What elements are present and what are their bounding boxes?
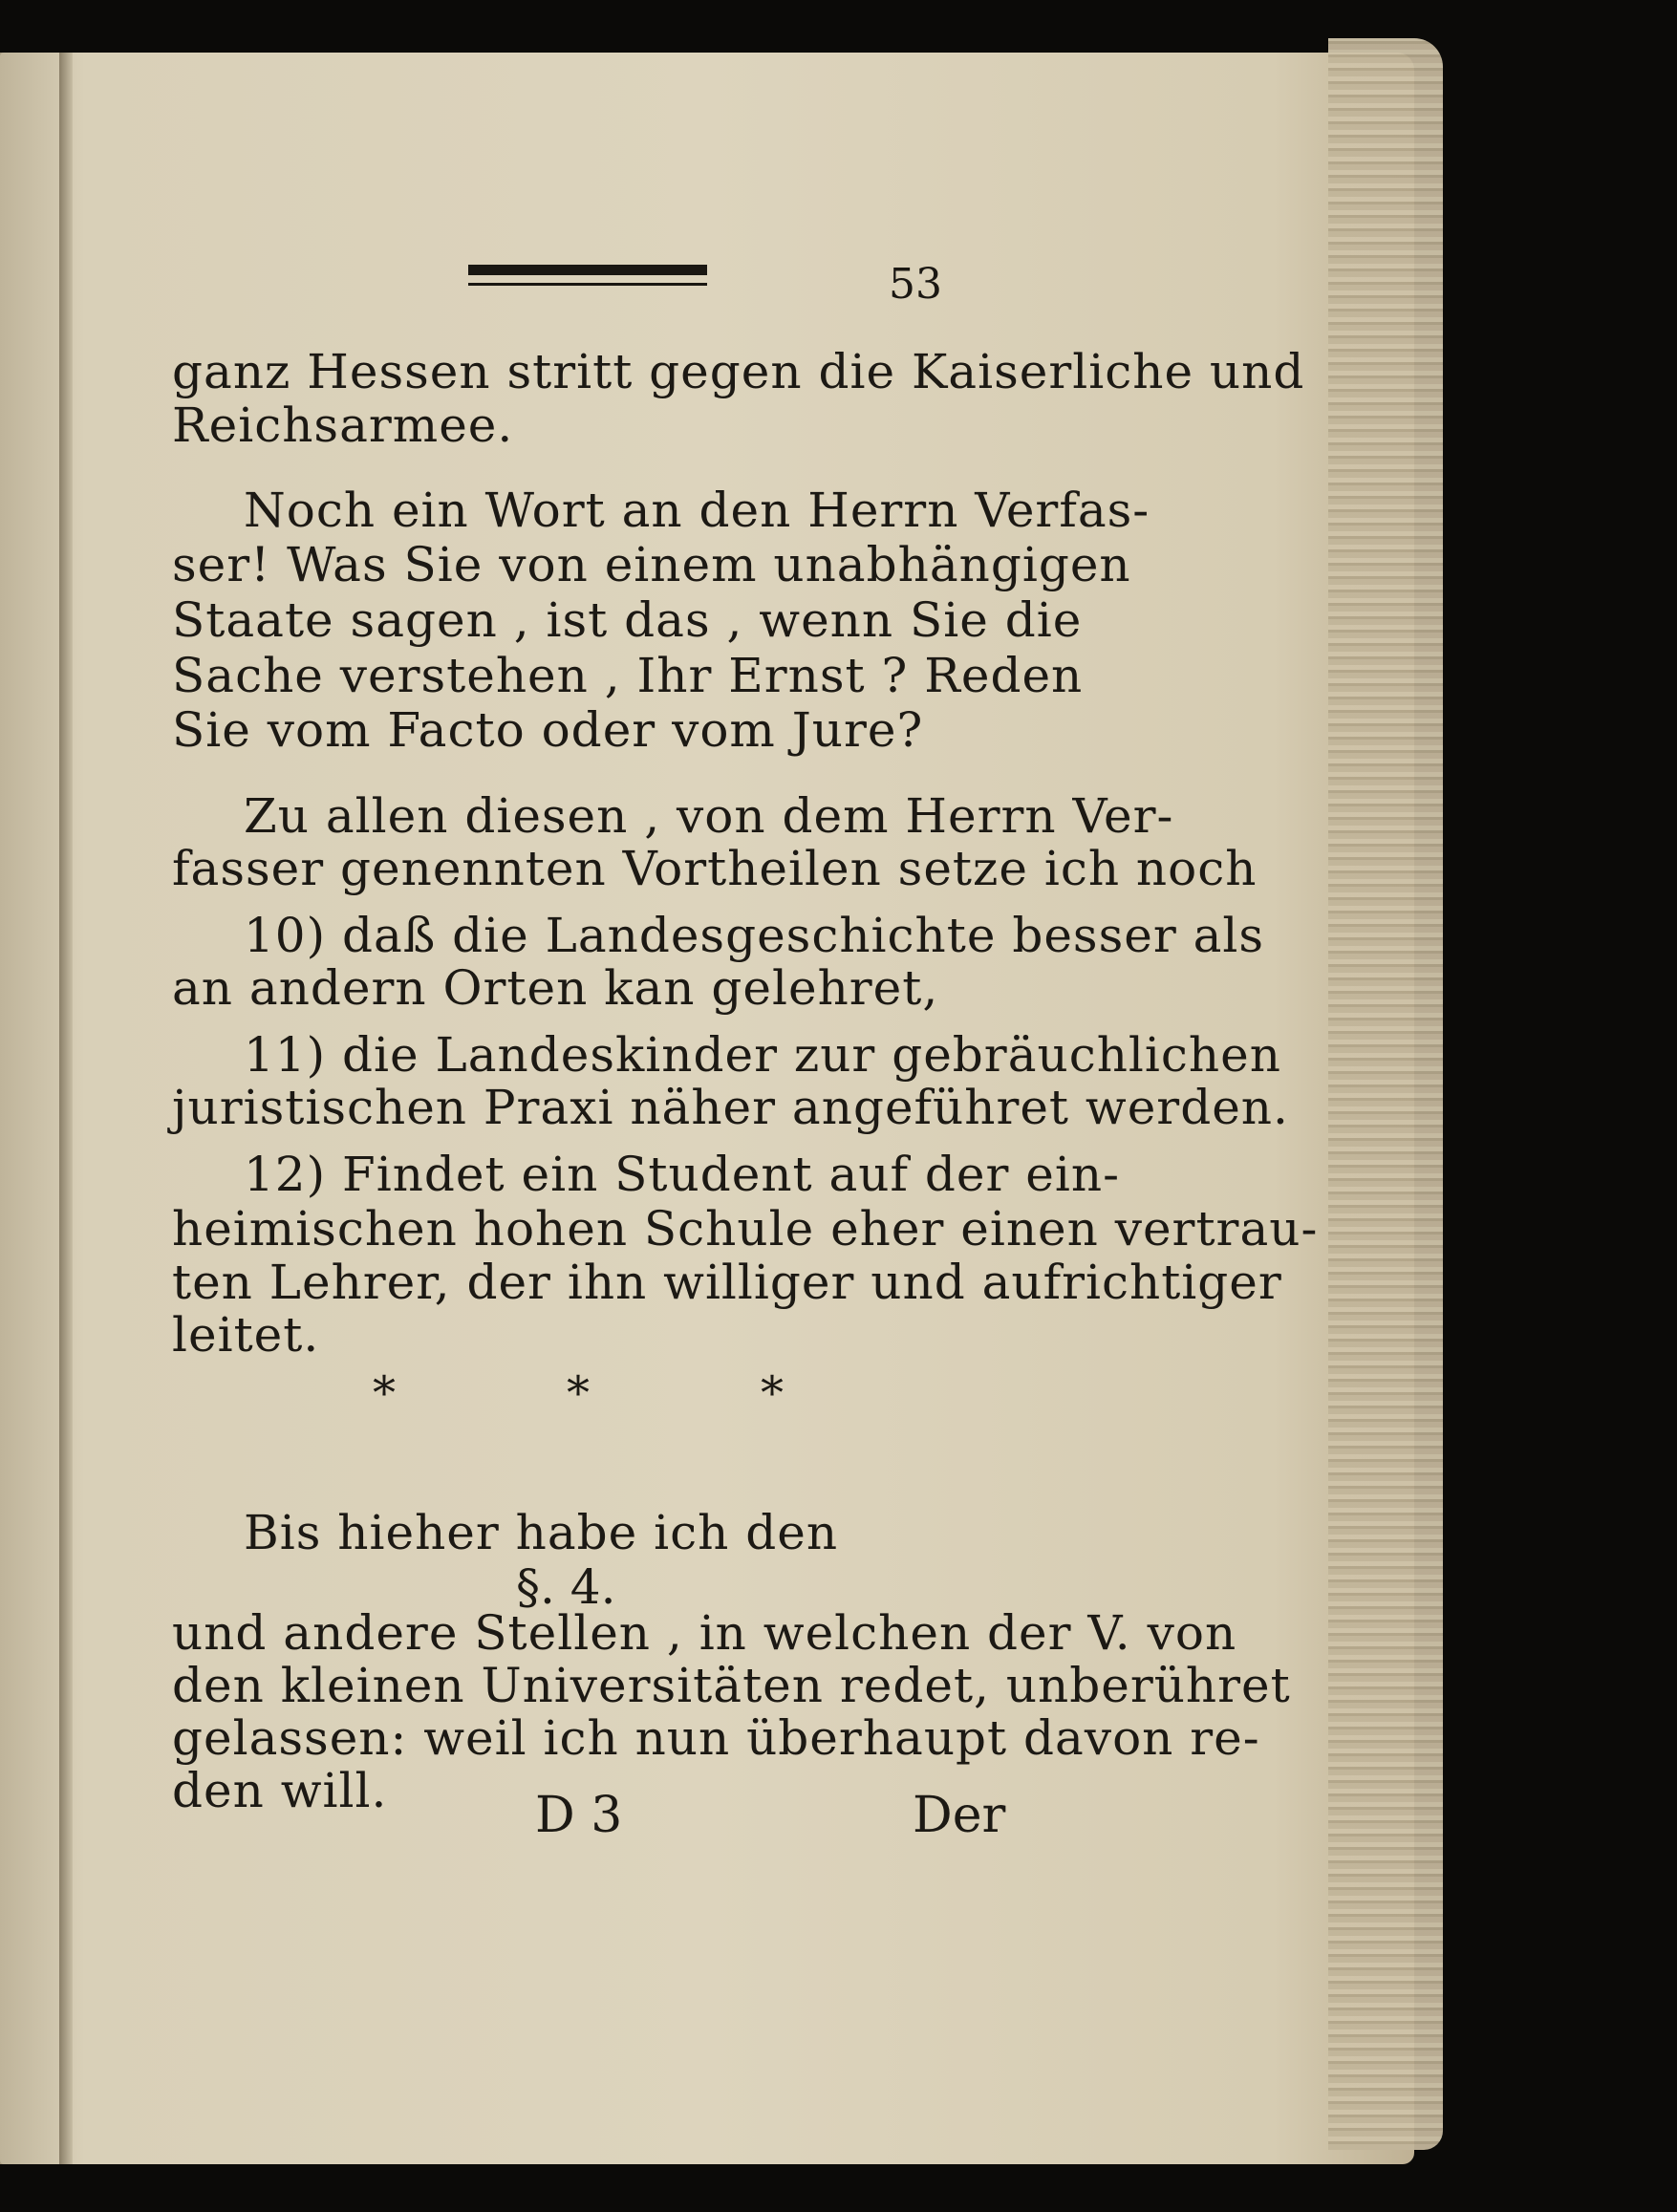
- text-line: heimischen hohen Schule eher einen vertrau-: [172, 1201, 1319, 1256]
- asterisk: *: [567, 1366, 590, 1420]
- text-line: den will.: [172, 1763, 388, 1818]
- text-line: an andern Orten kan gelehret,: [172, 960, 939, 1016]
- text-line: Noch ein Wort an den Herrn Verfas-: [244, 483, 1150, 538]
- text-line: Staate sagen , ist das , wenn Sie die: [172, 592, 1083, 648]
- text-line: 11) die Landeskinder zur gebräuchlichen: [244, 1027, 1281, 1083]
- page-gutter: [59, 53, 73, 2164]
- text-line: leitet.: [172, 1307, 320, 1363]
- text-line: Reichsarmee.: [172, 397, 514, 453]
- text-line: und andere Stellen , in welchen der V. von: [172, 1605, 1237, 1661]
- asterisk: *: [761, 1366, 784, 1420]
- section-reference: §. 4.: [516, 1559, 616, 1615]
- section-separator: [373, 1366, 784, 1420]
- page-edges: [1328, 38, 1443, 2150]
- text-line: Bis hieher habe ich den: [244, 1505, 839, 1560]
- text-line: ganz Hessen stritt gegen die Kaiserliche und: [172, 344, 1305, 399]
- header-rule: [468, 265, 707, 275]
- text-line: juristischen Praxi näher angeführet werden.: [172, 1080, 1289, 1135]
- page-number: 53: [889, 260, 942, 309]
- header-rule-thin: [468, 283, 707, 286]
- text-line: 12) Findet ein Student auf der ein-: [244, 1147, 1120, 1202]
- text-line: Zu allen diesen , von dem Herrn Ver-: [244, 788, 1174, 844]
- text-line: gelassen: weil ich nun überhaupt davon re-: [172, 1710, 1260, 1766]
- text-line: ten Lehrer, der ihn williger und aufrichtiger: [172, 1255, 1282, 1310]
- text-line: Sie vom Facto oder vom Jure?: [172, 702, 924, 758]
- text-line: 10) daß die Landesgeschichte besser als: [244, 908, 1265, 963]
- text-line: ser! Was Sie von einem unabhängigen: [172, 537, 1131, 592]
- signature-mark: D 3: [535, 1787, 623, 1844]
- text-line: fasser genennten Vortheilen setze ich noch: [172, 841, 1258, 896]
- text-line: den kleinen Universitäten redet, unberühret: [172, 1658, 1291, 1713]
- catchword: Der: [913, 1787, 1006, 1844]
- text-line: Sache verstehen , Ihr Ernst ? Reden: [172, 648, 1084, 703]
- asterisk: *: [373, 1366, 396, 1420]
